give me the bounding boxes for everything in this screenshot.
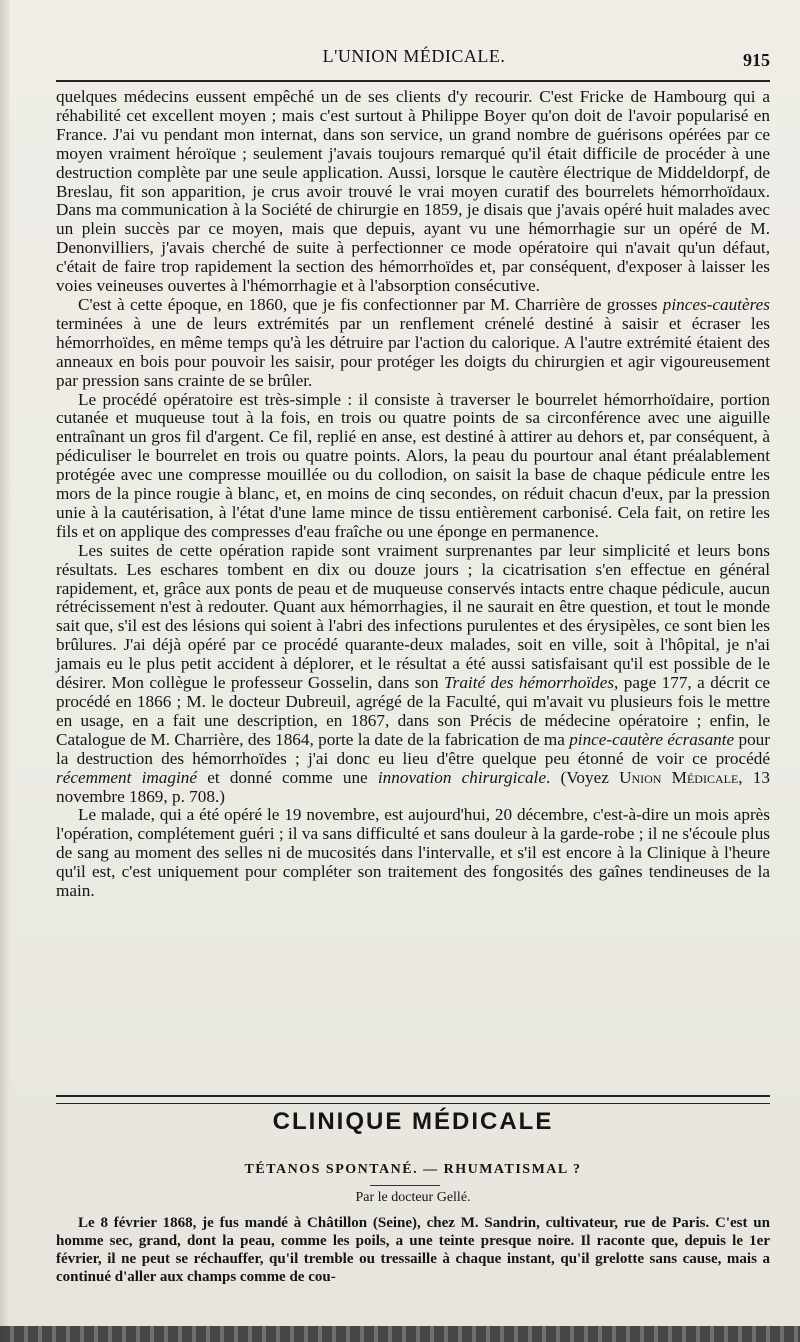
paragraph-2-italic: pinces-cautères xyxy=(662,294,770,314)
body-text xyxy=(56,88,770,901)
paragraph-4-text-c: pour la destruction des hémorrhoïdes ; j'ai donc eu lieu d'être quelque peu étonné de voir ce procédé xyxy=(56,729,770,768)
article-title: TÉTANOS SPONTANÉ. — RHUMATISMAL ? xyxy=(244,1162,582,1177)
article-author: Par le docteur Gellé. xyxy=(355,1190,471,1205)
paragraph-4-italic-3: récemment imaginé xyxy=(56,767,197,787)
paragraph-2 xyxy=(56,296,770,391)
paragraph-4-italic-4: innovation chirurgicale xyxy=(377,767,546,787)
paragraph-3: Le procédé opératoire est très-simple : il consiste à traverser le bourrelet hémorrhoïdaire, portion cutanée et muqueuse tout à la fois, en trois ou quatre points de sa circonférence avec une aiguille entraînant un gros fil d'argent. Ce fil, replié en anse, est destiné à attirer au dehors et, par conséquent, à pédiculiser le bourrelet en trois ou quatre points. Alors, la peau du pourtour anal étant préalablement protégée avec une compresse mouillée ou du collodion, on saisit la base de chaque pédicule entre les mors de la pince rougie à blanc, et, en moins de cinq secondes, on réduit chacun d'eux, par la pression unie à la cautérisation, à l'état d'une lame mince de tissu entièrement carbonisé. Cela fait, on retire les fils et on applique des compresses d'eau fraîche ou une éponge en permanence. xyxy=(56,389,770,541)
article-paragraph-1: Le 8 février 1868, je fus mandé à Châtillon (Seine), chez M. Sandrin, cultivateur, rue de Paris. C'est un homme sec, grand, dont la peau, comme les poils, a une teinte presque noire. Il raconte que, depuis le 1er février, il ne peut se réchauffer, qu'il tremble ou tressaille à chaque instant, qu'il grelotte sans cause, mais a continué d'aller aux champs comme de cou- xyxy=(56,1215,770,1285)
paragraph-2-text-a: C'est à cette époque, en 1860, que je fis confectionner par M. Charrière de grosses xyxy=(78,294,663,314)
paragraph-4 xyxy=(56,542,770,807)
paragraph-5: Le malade, qui a été opéré le 19 novembre, est aujourd'hui, 20 décembre, c'est-à-dire un mois après l'opération, complétement guéri ; il va sans difficulté et sans douleur à la garde-robe ; il ne s'écoule plus de sang au moment des selles ni de mucosités dans l'intervalle, et s'il est encore à la Clinique à l'heure qu'il est, c'est uniquement pour compléter son traitement des fongosités des gaînes tendineuses de la main. xyxy=(56,805,770,901)
paragraph-4-italic-2: pince-cautère écrasante xyxy=(569,729,735,749)
paragraph-1: quelques médecins eussent empêché un de ses clients d'y recourir. C'est Fricke de Hambourg qui a réhabilité cet excellent moyen ; mais c'est surtout à Philippe Boyer qu'on doit de l'avoir popularisé en France. J'ai vu pendant mon internat, dans son service, un grand nombre de guérisons opérées par ce moyen vraiment héroïque ; seulement j'avais toujours remarqué qu'il était difficile de procéder à une destruction complète par une seule application. Aussi, lorsque le cautère électrique de Middeldorpf, de Breslau, fit son apparition, je crus avoir trouvé le vrai moyen curatif des bourrelets hémorrhoïdaux. Dans ma communication à la Société de chirurgie en 1859, je disais que j'avais opéré huit malades avec un plein succès par ce moyen, mais que depuis, ayant vu une hémorrhagie sur un opéré de M. Denonvilliers, j'avais cherché de suite à perfectionner ce mode opératoire qui n'avait qu'un défaut, c'était de faire trop rapidement la section des hémorrhoïdes et, par conséquent, d'exposer à laisser les voies veineuses ouvertes à l'hémorrhagie et à l'absorption consécutive. xyxy=(56,87,770,296)
paragraph-4-text-e: . (Voyez xyxy=(545,767,620,787)
running-title: L'UNION MÉDICALE. xyxy=(322,46,506,66)
header-rule xyxy=(56,80,770,82)
paragraph-4-smallcaps: Union Médicale xyxy=(619,767,739,787)
paragraph-2-text-b: terminées à une de leurs extrémités par un renflement crénelé destiné à saisir et écraser les hémorrhoïdes, en même temps qu'à les détruire par l'action du calorique. A l'autre extrémité étaient des anneaux en bois pour pouvoir les saisir, pour protéger les doigts du chirurgien et agir vigoureusement par pression sans crainte de se brûler. xyxy=(56,313,770,390)
paragraph-4-text-f: , 13 novembre 1869, p. 708.) xyxy=(56,767,770,806)
paragraph-4-italic-1: Traité des hémorrhoïdes xyxy=(444,673,615,693)
section-double-rule xyxy=(56,1095,770,1104)
section-title: CLINIQUE MÉDICALE xyxy=(272,1108,554,1135)
scan-bottom-strip xyxy=(0,1326,800,1342)
paragraph-4-text-a: Les suites de cette opération rapide sont vraiment surprenantes par leur simplicité et leurs bons résultats. Les eschares tombent en dix ou douze jours ; la cicatrisation s'en effectue en général rapidement, et, grâce aux ponts de peau et de muqueuse conservés intacts entre chaque pédicule, aucun rétrécissement n'est à redouter. Quant aux hémorrhagies, il ne saurait en être question, et tout le monde sait que, s'il est des lésions qui soient à l'abri des infections purulentes et des érysipèles, ce sont bien les brûlures. J'ai déjà opéré par ce procédé quarante-deux malades, soit en ville, soit à l'hôpital, je n'ai jamais eu le plus petit accident à déplorer, et le résultat a été aussi satisfaisant qu'il est possible de le désirer. Mon collègue le professeur Gosselin, dans son xyxy=(56,540,770,693)
page-edge-shadow xyxy=(0,0,10,1342)
paragraph-4-text-b: , page 177, a décrit ce procédé en 1866 ; M. le docteur Dubreuil, agrégé de la Faculté, qui m'avait vu plusieurs fois le mettre en usage, en a fait une description, en 1867, dans son Précis de médecine opératoire ; enfin, le Catalogue de M. Charrière, des 1864, porte la date de la fabrication de ma xyxy=(56,673,771,749)
page-number: 915 xyxy=(743,50,770,70)
page-header xyxy=(52,40,776,74)
short-rule xyxy=(370,1185,440,1186)
paragraph-4-text-d: et donné comme une xyxy=(197,767,378,787)
article-text xyxy=(56,1214,770,1286)
